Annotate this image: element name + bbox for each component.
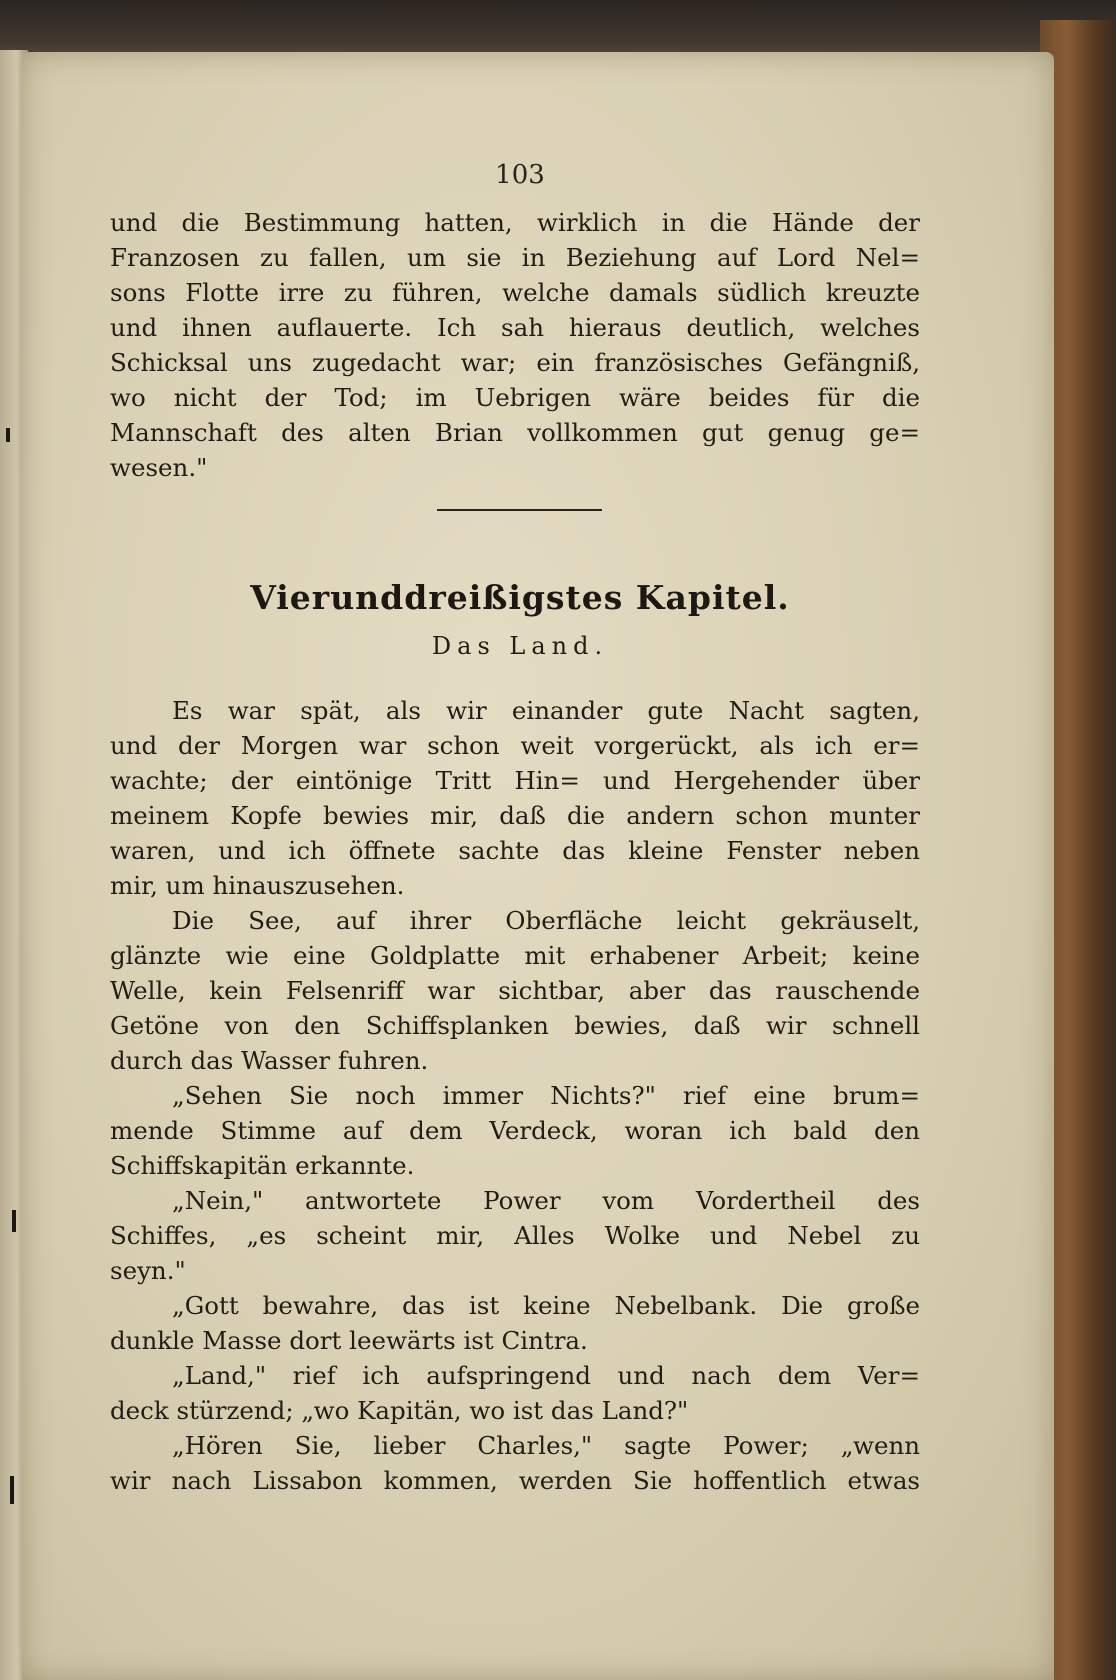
text-line: Franzosen zu fallen, um sie in Beziehung auf Lord Nel= — [110, 243, 920, 272]
section-divider — [437, 509, 602, 511]
text-line: und die Bestimmung hatten, wirklich in die Hände der — [110, 208, 920, 237]
intro-paragraph — [110, 205, 920, 485]
text-line: Schicksal uns zugedacht war; ein französisches Gefängniß, — [110, 348, 920, 377]
text-line: seyn." — [110, 1256, 186, 1285]
text-line: „Land," rief ich aufspringend und nach dem Ver= — [172, 1361, 920, 1390]
book-cover-top — [0, 0, 1116, 60]
text-line: Getöne von den Schiffsplanken bewies, daß wir schnell — [110, 1011, 920, 1040]
margin-mark — [12, 1210, 16, 1232]
text-line: wesen." — [110, 453, 208, 482]
text-line: wo nicht der Tod; im Uebrigen wäre beides für die — [110, 383, 920, 412]
text-line: „Gott bewahre, das ist keine Nebelbank. Die große — [172, 1291, 920, 1320]
text-line: Mannschaft des alten Brian vollkommen gut genug ge= — [110, 418, 920, 447]
text-line: glänzte wie eine Goldplatte mit erhabener Arbeit; keine — [110, 941, 920, 970]
text-line: Schiffskapitän erkannte. — [110, 1151, 415, 1180]
text-line: „Hören Sie, lieber Charles," sagte Power; „wenn — [172, 1431, 920, 1460]
text-line: mir, um hinauszusehen. — [110, 871, 405, 900]
chapter-title: Vierunddreißigstes Kapitel. — [250, 578, 790, 617]
text-line: dunkle Masse dort leewärts ist Cintra. — [110, 1326, 588, 1355]
text-line: „Sehen Sie noch immer Nichts?" rief eine brum= — [172, 1081, 920, 1110]
text-line: deck stürzend; „wo Kapitän, wo ist das Land?" — [110, 1396, 689, 1425]
text-line: Die See, auf ihrer Oberfläche leicht gekräuselt, — [172, 906, 920, 935]
text-line: und ihnen auflauerte. Ich sah hieraus deutlich, welches — [110, 313, 920, 342]
page-number: 103 — [495, 160, 545, 190]
text-line: Schiffes, „es scheint mir, Alles Wolke und Nebel zu — [110, 1221, 920, 1250]
text-line: wachte; der eintönige Tritt Hin= und Hergehender über — [110, 766, 920, 795]
text-line: Welle, kein Felsenriff war sichtbar, aber das rauschende — [110, 976, 920, 1005]
margin-mark — [10, 1476, 14, 1504]
text-line: sons Flotte irre zu führen, welche damals südlich kreuzte — [110, 278, 920, 307]
chapter-subtitle: Das Land. — [431, 632, 609, 660]
text-line: „Nein," antwortete Power vom Vordertheil des — [172, 1186, 920, 1215]
text-line: meinem Kopfe bewies mir, daß die andern schon munter — [110, 801, 920, 830]
text-line: waren, und ich öffnete sachte das kleine Fenster neben — [110, 836, 920, 865]
text-line: und der Morgen war schon weit vorgerückt, als ich er= — [110, 731, 920, 760]
chapter-body — [110, 693, 920, 1498]
text-line: durch das Wasser fuhren. — [110, 1046, 429, 1075]
text-line: mende Stimme auf dem Verdeck, woran ich bald den — [110, 1116, 920, 1145]
margin-mark — [6, 428, 10, 442]
text-line: wir nach Lissabon kommen, werden Sie hoffentlich etwas — [110, 1466, 920, 1495]
text-line: Es war spät, als wir einander gute Nacht sagten, — [172, 696, 920, 725]
